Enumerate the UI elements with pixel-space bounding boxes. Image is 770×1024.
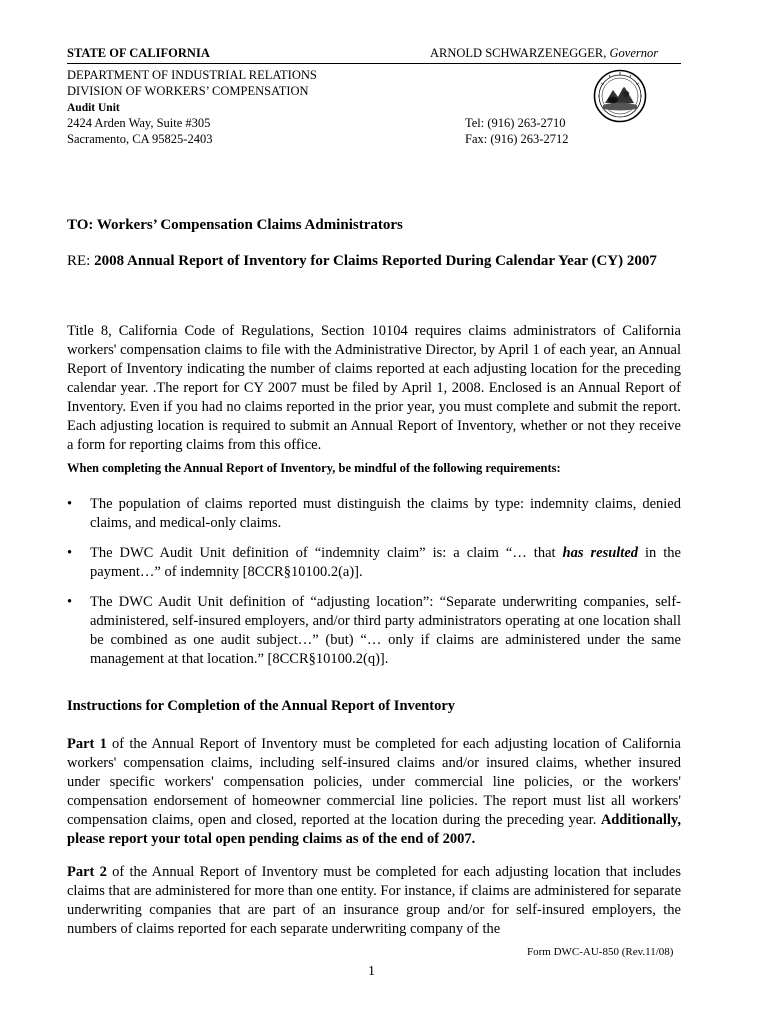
page-number: 1 <box>368 964 375 979</box>
subject-prefix: RE: <box>67 253 95 269</box>
bullet-text-emphasis: has resulted <box>562 545 639 561</box>
bullet-icon: • <box>67 594 73 610</box>
part-2-label: Part 2 <box>67 864 107 880</box>
form-identifier: Form DWC-AU-850 (Rev.11/08) <box>527 946 674 958</box>
governor-title: Governor <box>609 46 659 60</box>
part-2-text: of the Annual Report of Inventory must be completed for each adjusting location that includes claims that are administered for more than one entity. For instance, if claims are administered for separate underwriting companies that are part of an insurance group and/or for self-insured employers, the numbers of claims reported for each separate underwriting company of the <box>67 864 682 937</box>
subject-text: 2008 Annual Report of Inventory for Claims Reported During Calendar Year (CY) 2007 <box>94 253 657 269</box>
header-rule <box>67 63 681 64</box>
address-line-2: Sacramento, CA 95825-2403 <box>67 132 213 146</box>
bullet-icon: • <box>67 545 73 561</box>
governor-name: ARNOLD SCHWARZENEGGER, <box>430 46 607 60</box>
division-name: DIVISION OF WORKERS’ COMPENSATION <box>67 84 309 98</box>
address-line-1: 2424 Arden Way, Suite #305 <box>67 116 211 130</box>
part-1-paragraph <box>67 735 681 849</box>
telephone: Tel: (916) 263-2710 <box>465 116 566 130</box>
state-seal-icon <box>593 69 647 123</box>
list-item <box>67 495 681 533</box>
governor-line <box>430 46 658 61</box>
instructions-heading: Instructions for Completion of the Annual Report of Inventory <box>67 698 456 714</box>
part-1-label: Part 1 <box>67 736 107 752</box>
part-1-emphasis: Additionally, please report your total open pending claims as of the end of 2007. <box>67 812 681 847</box>
list-item <box>67 593 681 669</box>
intro-paragraph: Title 8, California Code of Regulations, Section 10104 requires claims administrators of California workers' compensation claims to file with the Administrative Director, by April 1 of each year, an Annual Report of Inventory indicating the number of claims reported at each adjusting location for the preceding calendar year. .The report for CY 2007 must be filed by April 1, 2008. Enclosed is an Annual Report of Inventory. Even if you had no claims reported in the prior year, you must complete and submit the report. Each adjusting location is required to submit an Annual Report of Inventory, whether or not they receive a form for reporting claims from this office. <box>67 323 681 453</box>
list-item <box>67 544 681 582</box>
requirements-heading: When completing the Annual Report of Inventory, be mindful of the following requirements: <box>67 461 561 475</box>
part-2-paragraph <box>67 863 681 939</box>
bullet-icon: • <box>67 496 73 512</box>
bullet-text-pre: The DWC Audit Unit definition of “indemnity claim” is: a claim “… that <box>90 545 563 561</box>
requirements-list <box>67 495 681 680</box>
bullet-text-post: in the payment…” of indemnity [8CCR§10100.2(a)]. <box>90 545 681 580</box>
recipient-line: TO: Workers’ Compensation Claims Administrators <box>67 217 403 233</box>
part-1-text: of the Annual Report of Inventory must be completed for each adjusting location of California workers' compensation claims, including self-insured claims and/or insured claims, whether insured under specific workers' compensation policies, under commercial line policies, or the workers' compensation endorsement of homeowner commercial line policies. The report must list all workers' compensation claims, open and closed, reported at the location during the preceding year. <box>67 736 681 828</box>
bullet-text: The population of claims reported must distinguish the claims by type: indemnity claims, denied claims, and medical-only claims. <box>90 496 681 531</box>
bullet-text: The DWC Audit Unit definition of “adjusting location”: “Separate underwriting companies, self-administered, self-insured employers, and/or third party administrators operating at one location shall be combined as one audit subject…” (but) “… only if claims are administered under the same management at that location.” [8CCR§10100.2(q)]. <box>90 594 681 667</box>
state-name: STATE OF CALIFORNIA <box>67 46 210 60</box>
subject-line <box>67 253 657 270</box>
unit-name: Audit Unit <box>67 102 120 114</box>
department-name: DEPARTMENT OF INDUSTRIAL RELATIONS <box>67 68 317 82</box>
fax: Fax: (916) 263-2712 <box>465 132 569 146</box>
